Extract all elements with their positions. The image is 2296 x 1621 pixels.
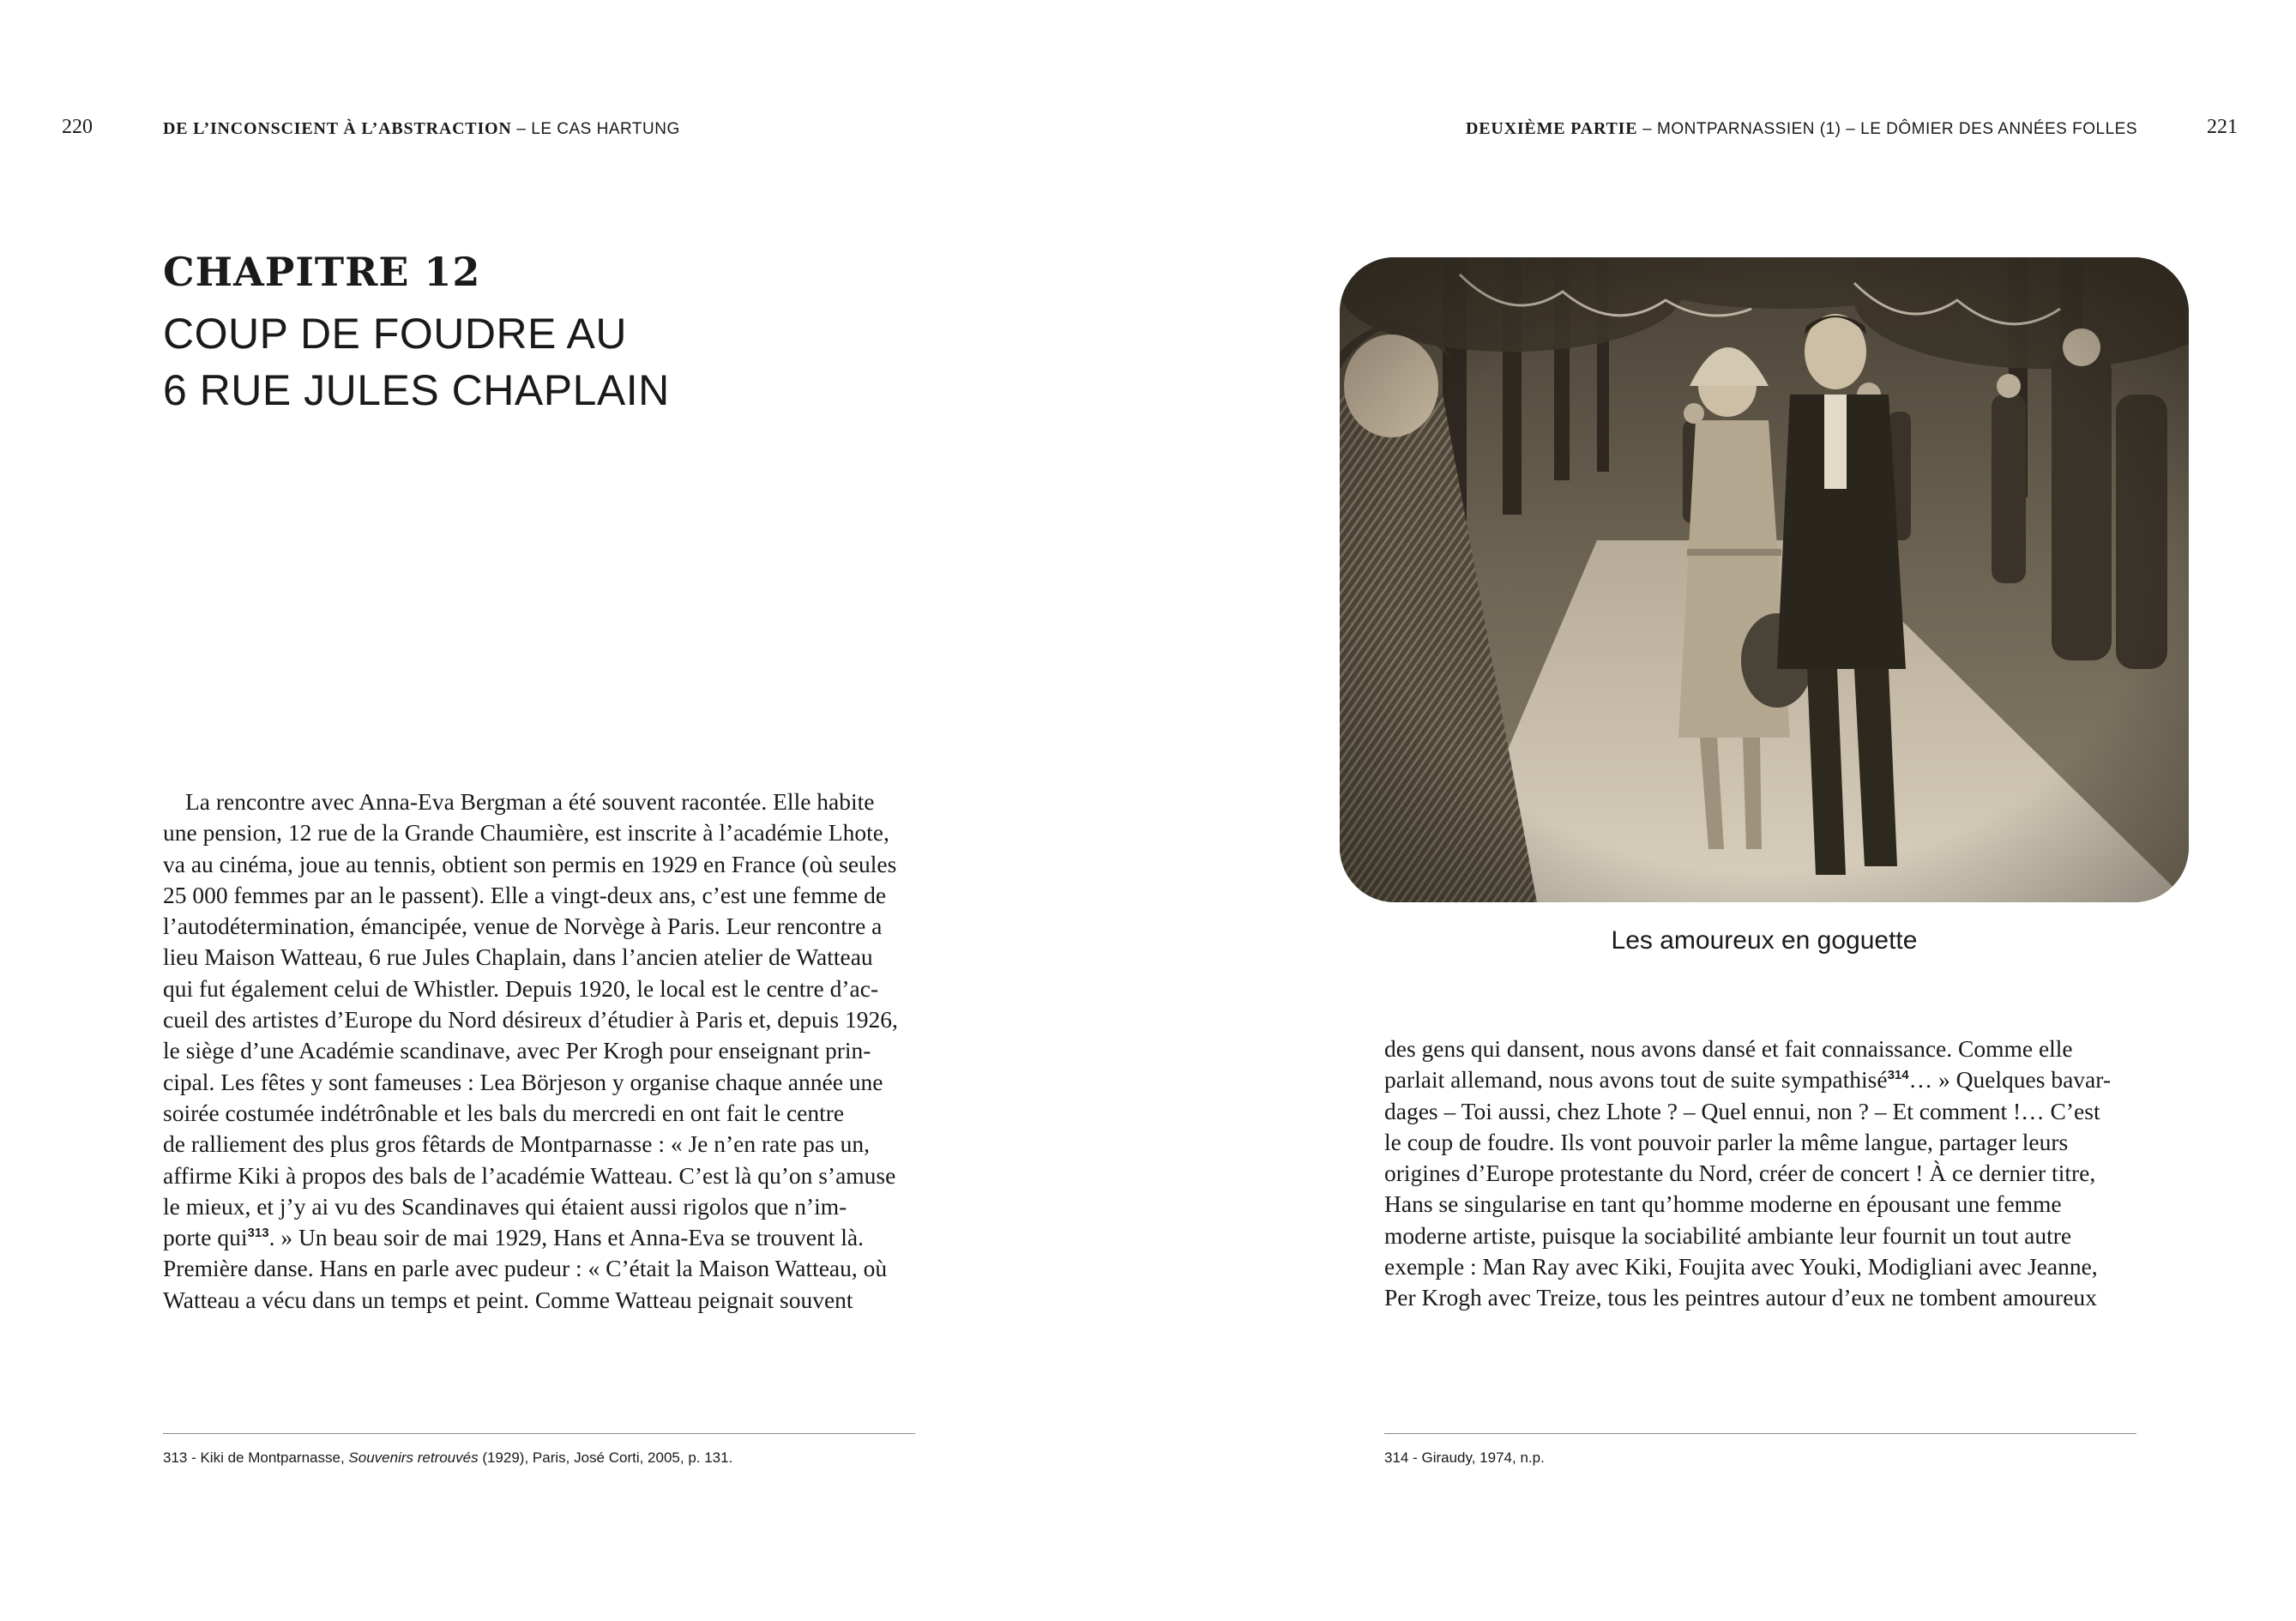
body-line: origines d’Europe protestante du Nord, créer de concert ! À ce dernier titre,	[1384, 1160, 2096, 1187]
body-line: parlait allemand, nous avons tout de suite sympathisé$^{314}$… » Quelques bavar-	[1384, 1066, 2112, 1094]
body-line: La rencontre avec Anna-Eva Bergman a été souvent racontée. Elle habite	[185, 788, 875, 815]
body-line: le siège d’une Académie scandinave, avec Per Krogh pour enseignant prin-	[163, 1037, 871, 1064]
body-line: une pension, 12 rue de la Grande Chaumière, est inscrite à l’académie Lhote,	[163, 819, 889, 847]
page-number-left: 220	[62, 116, 93, 138]
body-line: soirée costumée indétrônable et les bals du mercredi en ont fait le centre	[163, 1099, 845, 1126]
footnote-ref-314[interactable]: 314	[1887, 1068, 1909, 1083]
body-line: Per Krogh avec Treize, tous les peintres autour d’eux ne tombent amoureux	[1384, 1284, 2097, 1311]
body-line: va au cinéma, joue au tennis, obtient son permis en 1929 en France (où seules	[163, 850, 897, 877]
page-number-right: 221	[2207, 116, 2238, 138]
footnote-rule-left	[163, 1433, 915, 1434]
chapter-title-line-1: COUP DE FOUDRE AU	[163, 310, 627, 358]
body-line: 25 000 femmes par an le passent). Elle a vingt-deux ans, c’est une femme de	[163, 881, 887, 908]
running-head-right	[1466, 119, 2137, 139]
couple-photo	[1340, 257, 2189, 902]
body-line: affirme Kiki à propos des bals de l’académie Watteau. C’est là qu’on s’amuse	[163, 1161, 896, 1189]
footnote-rule-right	[1384, 1433, 2136, 1434]
chapter-title-line-2: 6 RUE JULES CHAPLAIN	[163, 366, 670, 414]
body-line: cipal. Les fêtes y sont fameuses : Lea Börjeson y organise chaque année une	[163, 1068, 883, 1095]
running-head-left	[163, 119, 680, 139]
chapter-label: CHAPITRE 12	[163, 249, 481, 295]
right-body-text	[1384, 1033, 2136, 1314]
running-head-right-main: DEUXIÈME PARTIE	[1465, 119, 1638, 138]
footnote-314: 314 - Giraudy, 1974, n.p.	[1384, 1449, 1545, 1466]
running-head-left-main: DE L’INCONSCIENT À L’ABSTRACTION	[163, 119, 512, 138]
body-line: de ralliement des plus gros fêtards de Montparnasse : « Je n’en rate pas un,	[163, 1130, 870, 1158]
body-line: lieu Maison Watteau, 6 rue Jules Chaplain, dans l’ancien atelier de Watteau	[163, 943, 873, 971]
body-line: cueil des artistes d’Europe du Nord désireux d’étudier à Paris et, depuis 1926,	[163, 1006, 898, 1033]
body-line: qui fut également celui de Whistler. Depuis 1920, le local est le centre d’ac-	[163, 974, 879, 1002]
body-line: l’autodétermination, émancipée, venue de Norvège à Paris. Leur rencontre a	[163, 913, 883, 940]
body-line: Hans se singularise en tant qu’homme moderne en épousant une femme	[1384, 1190, 2062, 1218]
body-line: dages – Toi aussi, chez Lhote ? – Quel ennui, non ? – Et comment !… C’est	[1384, 1097, 2100, 1124]
body-line: le mieux, et j’y ai vu des Scandinaves qui étaient aussi rigolos que n’im-	[163, 1192, 847, 1220]
footnote-313: 313 - Kiki de Montparnasse, Souvenirs retrouvés (1929), Paris, José Corti, 2005, p. 131.	[163, 1449, 733, 1466]
body-line: le coup de foudre. Ils vont pouvoir parler la même langue, partager leurs	[1384, 1128, 2069, 1155]
left-body-text	[163, 786, 915, 1316]
running-head-left-rest: – LE CAS HARTUNG	[511, 120, 680, 138]
body-line: exemple : Man Ray avec Kiki, Foujita avec Youki, Modigliani avec Jeanne,	[1384, 1253, 2098, 1281]
body-line: porte qui$^{313}$. » Un beau soir de mai 1929, Hans et Anna-Eva se trouvent là.	[163, 1224, 864, 1251]
body-line: moderne artiste, puisque la sociabilité ambiante leur fournit un tout autre	[1384, 1221, 2072, 1249]
body-line: Première danse. Hans en parle avec pudeur : « C’était la Maison Watteau, où	[163, 1255, 888, 1282]
running-head-right-rest: – MONTPARNASSIEN (1) – LE DÔMIER DES ANNÉES FOLLES	[1637, 120, 2137, 138]
body-line: Watteau a vécu dans un temps et peint. Comme Watteau peignait souvent	[163, 1286, 853, 1313]
footnote-ref-313[interactable]: 313	[247, 1226, 269, 1240]
photo-caption: Les amoureux en goguette	[1611, 926, 1918, 955]
chapter-title	[163, 305, 670, 419]
body-line: des gens qui dansent, nous avons dansé et fait connaissance. Comme elle	[1384, 1035, 2073, 1062]
